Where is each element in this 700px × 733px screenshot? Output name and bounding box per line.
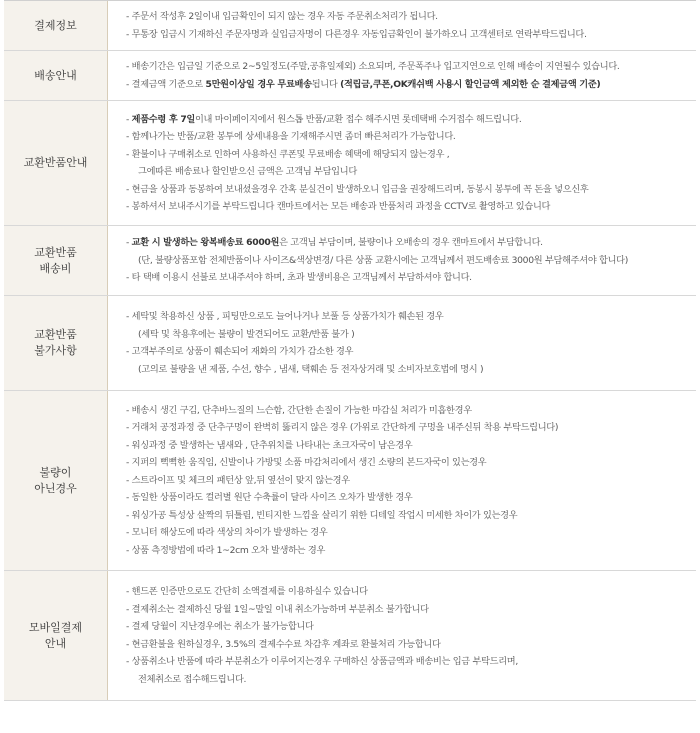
- info-line: [126, 524, 696, 542]
- section-exchange-return-info: [4, 101, 696, 226]
- info-line: [126, 636, 696, 654]
- info-text: - 결제금액 기준으로: [126, 78, 206, 90]
- info-text: - 워싱가공 특성상 살짝의 뒤틀림, 빈티지한 느낌을 살리기 위한 디테일 작업시 미세한 차이가 있는경우: [126, 509, 518, 521]
- info-text: - 타 택배 이용시 선불로 보내주셔야 하며, 초과 발생비용은 고객님께서 부담하셔야 합니다.: [126, 272, 472, 284]
- info-text: - 무통장 입금시 기재하신 주문자명과 실입금자명이 다른경우 자동입금확인이 불가하오니 고객센터로 연락부탁드립니다.: [126, 28, 587, 40]
- info-text: - 지퍼의 뻑뻑한 움직임, 신발이나 가방및 소품 마감처리에서 생긴 소량의 본드자국이 있는경우: [126, 457, 487, 469]
- section-body: [108, 391, 696, 570]
- info-line: [126, 111, 696, 129]
- info-line: [126, 583, 696, 601]
- info-text: - 봉하셔서 보내주시기를 부탁드립니다 캔마트에서는 모든 배송과 반품처리 과정을 CCTV로 촬영하고 있습니다: [126, 201, 551, 212]
- section-title: 결제정보: [4, 1, 108, 50]
- info-text: - 스트라이프 및 체크의 패턴상 앞,뒤 옆선이 맞지 않는경우: [126, 474, 350, 486]
- info-line: [126, 146, 696, 164]
- section-title: 모바일결제 안내: [4, 571, 108, 700]
- info-line: [126, 653, 696, 671]
- info-text: - 워싱과정 중 발생하는 냄새와 , 단추위치를 나타내는 초크자국이 남은경우: [126, 439, 413, 451]
- info-text-emphasis: 교환 시 발생하는 왕복배송료 6000원: [131, 237, 280, 249]
- info-text: - 배송시 생긴 구김, 단추바느질의 느슨함, 간단한 손질이 가능한 마감실 처리가 미흡한경우: [126, 404, 472, 416]
- info-line: [126, 601, 696, 619]
- info-line: [126, 361, 696, 379]
- info-text: 이내 마이페이지에서 원스톱 반품/교환 접수 해주시면 롯데택배 수거접수 해드립니다.: [194, 113, 522, 125]
- section-body: [108, 571, 696, 700]
- info-text: - 현금을 상품과 동봉하여 보내셨을경우 간혹 분실건이 발생하오니 입금을 권장해드리며, 동봉시 봉투에 꼭 돈을 넣으신후: [126, 183, 589, 195]
- shopping-info-table: [4, 0, 696, 701]
- info-text: - 환불이나 구매취소로 인하여 사용하신 쿠폰및 무료배송 혜택에 해당되지 않는경우 ,: [126, 148, 450, 160]
- info-line: [126, 343, 696, 361]
- info-line: [126, 507, 696, 525]
- info-line: [126, 252, 696, 270]
- section-body: [108, 1, 696, 50]
- section-body: [108, 51, 696, 100]
- info-text-emphasis: (적립금,쿠폰,OK캐쉬백 사용시 할인금액 제외한 순 결제금액 기준): [340, 78, 601, 90]
- info-text: - 상품취소나 반품에 따라 부분취소가 이루어지는경우 구매하신 상품금액과 배송비는 입금 부탁드리며,: [126, 656, 518, 667]
- info-line: [126, 454, 696, 472]
- info-line: [126, 128, 696, 146]
- info-text: 됩니다: [311, 78, 341, 90]
- info-line: [126, 26, 696, 44]
- info-text: - 모니터 해상도에 따라 색상의 차이가 발생하는 경우: [126, 527, 328, 539]
- info-line: [126, 234, 696, 252]
- info-text: (고의로 불량을 낸 제품, 수선, 향수 , 냄새, 택훼손 등 전자상거래 및 소비자보호법에 명시 ): [138, 363, 484, 375]
- info-line: [126, 542, 696, 560]
- info-line: [126, 269, 696, 287]
- section-exchange-return-shipping-fee: [4, 226, 696, 296]
- info-text: (세탁 및 착용후에는 불량이 발견되어도 교환/반품 불가 ): [138, 328, 355, 340]
- info-line: [126, 489, 696, 507]
- info-text: - 현금환불을 원하실경우, 3.5%의 결제수수료 차감후 계좌로 환불처리 가능합니다: [126, 638, 441, 650]
- info-text: - 핸드폰 인증만으로도 간단히 소액결제를 이용하실수 있습니다: [126, 586, 368, 597]
- info-text: 전체취소로 접수해드립니다.: [138, 673, 247, 685]
- section-not-defective-cases: [4, 391, 696, 571]
- info-line: [126, 58, 696, 76]
- info-line: [126, 76, 696, 94]
- info-text: - 세탁및 착용하신 상품 , 피팅만으로도 늘어나거나 보풀 등 상품가치가 훼손된 경우: [126, 311, 444, 322]
- info-line: [126, 618, 696, 636]
- section-body: [108, 101, 696, 225]
- info-line: [126, 671, 696, 689]
- section-title: 불량이 아닌경우: [4, 391, 108, 570]
- info-line: [126, 472, 696, 490]
- info-text: 은 고객님 부담이며, 불량이나 오배송의 경우 캔마트에서 부담합니다.: [279, 237, 543, 249]
- info-text: -: [126, 113, 132, 125]
- info-line: [126, 198, 696, 216]
- info-text: - 주문서 작성후 2일이내 입금확인이 되지 않는 경우 자동 주문취소처리가 됩니다.: [126, 11, 438, 22]
- info-text-emphasis: 제품수령 후 7일: [131, 113, 195, 125]
- info-text: - 거래처 공정과정 중 단추구멍이 완벽히 뚫리지 않은 경우 (가위로 간단하게 구멍을 내주신뒤 착용 부탁드립니다): [126, 422, 559, 434]
- info-line: [126, 308, 696, 326]
- info-text: - 고객부주의로 상품이 훼손되어 재화의 가치가 감소한 경우: [126, 346, 354, 357]
- section-title: 교환반품 불가사항: [4, 296, 108, 390]
- section-mobile-payment-info: [4, 571, 696, 701]
- info-text: - 배송기간은 입금일 기준으로 2~5일정도(주말,공휴일제외) 소요되며, 주문폭주나 입고지연으로 인해 배송이 지연될수 있습니다.: [126, 61, 620, 72]
- section-title: 교환반품안내: [4, 101, 108, 225]
- info-text-emphasis: 5만원이상일 경우 무료배송: [205, 78, 312, 90]
- info-text: (단, 불량상품포함 전체반품이나 사이즈&색상변경/ 다른 상품 교환시에는 고객님께서 편도배송료 3000원 부담해주셔야 합니다): [138, 254, 629, 266]
- section-body: [108, 296, 696, 390]
- section-title: 배송안내: [4, 51, 108, 100]
- info-line: [126, 402, 696, 420]
- info-text: - 결제 당월이 지난경우에는 취소가 불가능합니다: [126, 621, 314, 632]
- info-text: - 함께나가는 반품/교환 봉투에 상세내용을 기재해주시면 좀더 빠른처리가 가능합니다.: [126, 131, 456, 142]
- info-line: [126, 8, 696, 26]
- info-line: [126, 163, 696, 181]
- info-text: - 결제취소는 결제하신 당월 1일~말일 이내 취소가능하며 부분취소 불가합니다: [126, 603, 429, 615]
- section-body: [108, 226, 696, 295]
- info-line: [126, 419, 696, 437]
- section-exchange-return-not-allowed: [4, 296, 696, 391]
- info-text: 그에따른 배송료나 할인받으신 금액은 고객님 부담입니다: [138, 166, 357, 177]
- section-shipping-info: [4, 51, 696, 101]
- section-payment-info: [4, 1, 696, 51]
- info-text: - 동일한 상품이라도 컬러별 원단 수축률이 달라 사이즈 오차가 발생한 경우: [126, 492, 413, 504]
- section-title: 교환반품 배송비: [4, 226, 108, 295]
- info-text: -: [126, 237, 132, 249]
- info-line: [126, 326, 696, 344]
- info-line: [126, 437, 696, 455]
- info-text: - 상품 측정방법에 따라 1~2cm 오차 발생하는 경우: [126, 544, 326, 556]
- info-line: [126, 181, 696, 199]
